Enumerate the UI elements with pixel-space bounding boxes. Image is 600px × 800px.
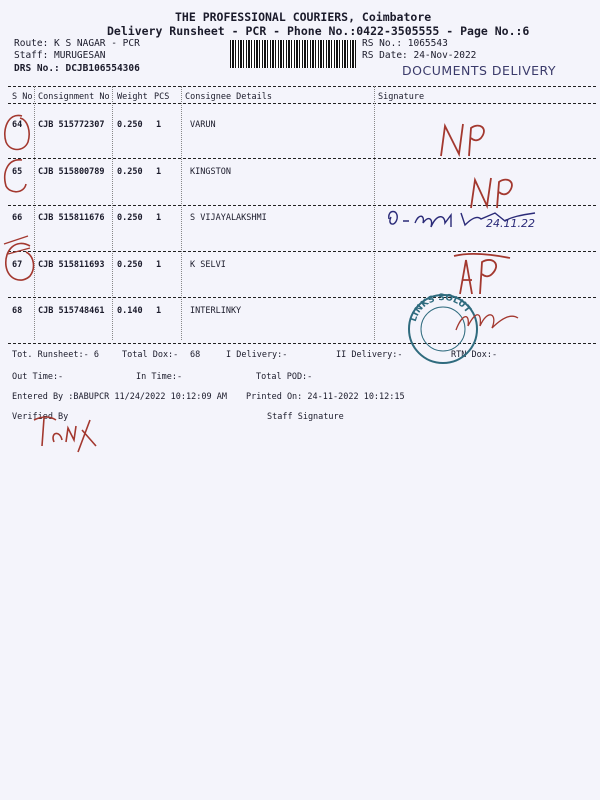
ink-circles <box>0 108 40 298</box>
row-weight: 0.250 <box>117 260 143 270</box>
row-weight: 0.140 <box>117 306 143 316</box>
row-weight: 0.250 <box>117 120 143 130</box>
ink-verified-signature <box>28 412 98 457</box>
row-consignment: CJB 515811676 <box>38 213 105 223</box>
drs-number: DRS No.: DCJB106554306 <box>14 63 140 74</box>
ink-signature-np <box>435 120 495 160</box>
printed-on: Printed On: 24-11-2022 10:12:15 <box>246 392 405 402</box>
ink-signature-blue <box>385 205 575 235</box>
row-consignee: INTERLINKY <box>190 306 242 316</box>
rs-number: RS No.: 1065543 <box>362 38 448 49</box>
rs-date: RS Date: 24-Nov-2022 <box>362 50 477 61</box>
row-consignment: CJB 515811693 <box>38 260 105 270</box>
row-consignment: CJB 515748461 <box>38 306 105 316</box>
row-pcs: 1 <box>156 120 162 130</box>
row-consignee: S VIJAYALAKSHMI <box>190 213 267 223</box>
col-divider <box>181 86 182 340</box>
header-rule-bottom <box>8 103 596 104</box>
i-delivery: I Delivery:- <box>226 350 288 360</box>
ink-stamp-signature <box>452 300 522 340</box>
row-pcs: 1 <box>156 260 162 270</box>
col-divider <box>112 86 113 340</box>
signature-date: 24.11.22 <box>486 217 535 230</box>
stamp-text: LINKS SOLUT <box>408 292 473 323</box>
rtn-dox: RTN Dox:- <box>451 350 498 360</box>
col-consignment: Consignment No <box>38 92 110 102</box>
total-pod: Total POD:- <box>256 372 313 382</box>
route-label: Route: K S NAGAR - PCR <box>14 38 140 49</box>
row-sno: 66 <box>12 213 23 223</box>
header-rule-top <box>8 86 596 87</box>
col-pcs: PCS <box>154 92 170 102</box>
col-sno: S No <box>12 92 33 102</box>
row-pcs: 1 <box>156 306 162 316</box>
row-pcs: 1 <box>156 213 162 223</box>
col-divider <box>374 86 375 340</box>
row-consignment: CJB 515772307 <box>38 120 105 130</box>
row-consignment: CJB 515800789 <box>38 167 105 177</box>
row-weight: 0.250 <box>117 167 143 177</box>
row-rule <box>8 158 596 159</box>
entered-by: Entered By :BABUPCR 11/24/2022 10:12:09 AM <box>12 392 227 402</box>
col-consignee: Consignee Details <box>185 92 272 102</box>
col-weight: Weight <box>117 92 148 102</box>
verified-by: Verified By <box>12 412 69 422</box>
row-sno: 64 <box>12 120 23 130</box>
row-sno: 68 <box>12 306 23 316</box>
out-time: Out Time:- <box>12 372 64 382</box>
row-sno: 67 <box>12 260 23 270</box>
company-name: THE PROFESSIONAL COURIERS, Coimbatore <box>175 10 432 24</box>
row-consignee: VARUN <box>190 120 216 130</box>
barcode <box>230 40 356 68</box>
staff-label: Staff: MURUGESAN <box>14 50 106 61</box>
table-rule-bottom <box>8 343 596 344</box>
row-weight: 0.250 <box>117 213 143 223</box>
ink-signature-ap <box>450 250 520 298</box>
staff-signature-label: Staff Signature <box>267 412 344 422</box>
total-dox-value: 68 <box>190 350 201 360</box>
tot-runsheet: Tot. Runsheet:- 6 <box>12 350 99 360</box>
total-dox-label: Total Dox:- <box>122 350 179 360</box>
row-sno: 65 <box>12 167 23 177</box>
row-consignee: K SELVI <box>190 260 226 270</box>
runsheet-title: Delivery Runsheet - PCR - Phone No.:0422-3505555 - Page No.:6 <box>107 24 530 38</box>
in-time: In Time:- <box>136 372 183 382</box>
document-type: DOCUMENTS DELIVERY <box>402 63 557 78</box>
ii-delivery: II Delivery:- <box>336 350 403 360</box>
col-signature: Signature <box>378 92 425 102</box>
row-consignee: KINGSTON <box>190 167 231 177</box>
row-pcs: 1 <box>156 167 162 177</box>
